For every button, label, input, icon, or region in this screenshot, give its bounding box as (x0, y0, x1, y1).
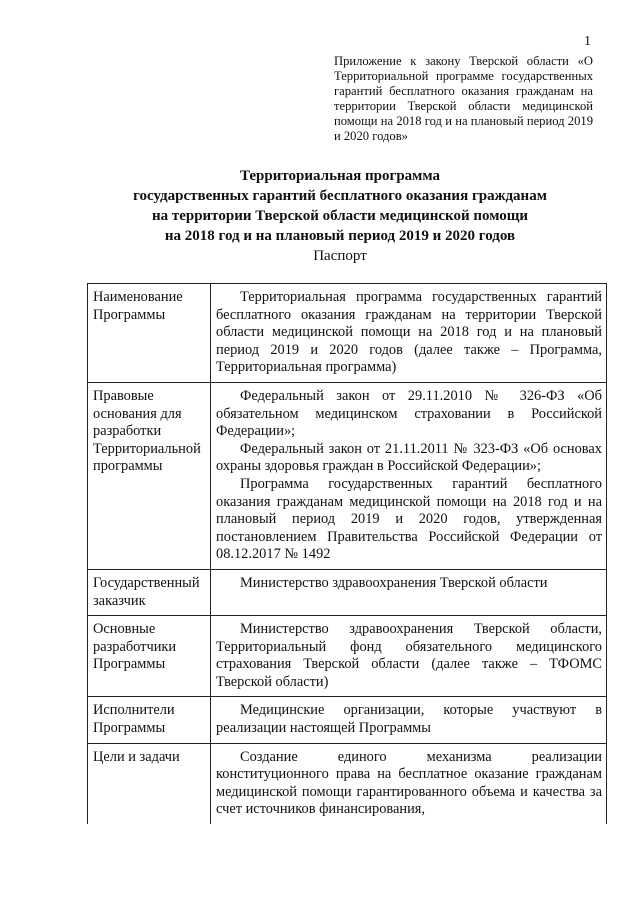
title-line: Территориальная программа (239, 168, 441, 184)
row-value (211, 697, 607, 743)
row-paragraph: Программа государственных гарантий бесплатного оказания гражданам медицинской помощи на 2018 год и на плановый период 2019 и 2020 годов, утвержденная постановлением Правительства Российской Федерации от 08.12.2017 № 1492 (216, 475, 602, 563)
row-label: Цели и задачи (88, 743, 211, 824)
row-label: Основные разработчики Программы (88, 616, 211, 697)
row-paragraph: Территориальная программа государственных гарантий бесплатного оказания гражданам на территории Тверской области медицинской помощи на 2018 год и на плановый период 2019 и 2020 годов (далее также – Программа, Территориальная программа) (216, 289, 602, 376)
document-title (90, 166, 590, 246)
table-row (88, 284, 607, 383)
page-number: 1 (584, 34, 591, 49)
row-value (211, 569, 607, 615)
row-value (211, 382, 607, 569)
row-paragraph: Медицинские организации, которые участвуют в реализации настоящей Программы (216, 702, 602, 737)
row-paragraph: Федеральный закон от 21.11.2011 № 323-ФЗ «Об основах охраны здоровья граждан в Российской Федерации»; (216, 440, 602, 475)
row-value (211, 284, 607, 383)
row-value (211, 616, 607, 697)
row-label: Наименование Программы (88, 284, 211, 383)
row-paragraph: Федеральный закон от 29.11.2010 № 326-ФЗ «Об обязательном медицинском страховании в Российской Федерации»; (216, 387, 602, 440)
row-paragraph: Министерство здравоохранения Тверской области, Территориальный фонд обязательного медицинского страхования Тверской области (далее также – ТФОМС Тверской области) (216, 621, 602, 690)
table-row (88, 569, 607, 615)
row-paragraph: Министерство здравоохранения Тверской области (240, 574, 548, 591)
row-label: Государственный заказчик (88, 569, 211, 615)
table-row (88, 382, 607, 569)
row-value (211, 743, 607, 824)
title-line: государственных гарантий бесплатного оказания гражданам (133, 188, 547, 204)
title-line: на 2018 год и на плановый период 2019 и 2020 годов (164, 228, 516, 244)
table-row (88, 616, 607, 697)
row-label: Исполнители Программы (88, 697, 211, 743)
row-paragraph: Создание единого механизма реализации конституционного права на бесплатное оказание гражданам медицинской помощи гарантированного объема и качества за счет источников финансирования, (216, 748, 602, 818)
title-line: на территории Тверской области медицинской помощи (151, 208, 529, 224)
annex-note: Приложение к закону Тверской области «О Территориальной программе государственных гарантий бесплатного оказания гражданам на территории Тверской области медицинской помощи на 2018 год и на плановый период 2019 и 2020 годов» (334, 54, 593, 143)
table-row (88, 743, 607, 824)
table-row (88, 697, 607, 743)
section-subtitle: Паспорт (313, 248, 367, 264)
row-label: Правовые основания для разработки Территориальной программы (88, 382, 211, 569)
passport-table (87, 283, 607, 824)
